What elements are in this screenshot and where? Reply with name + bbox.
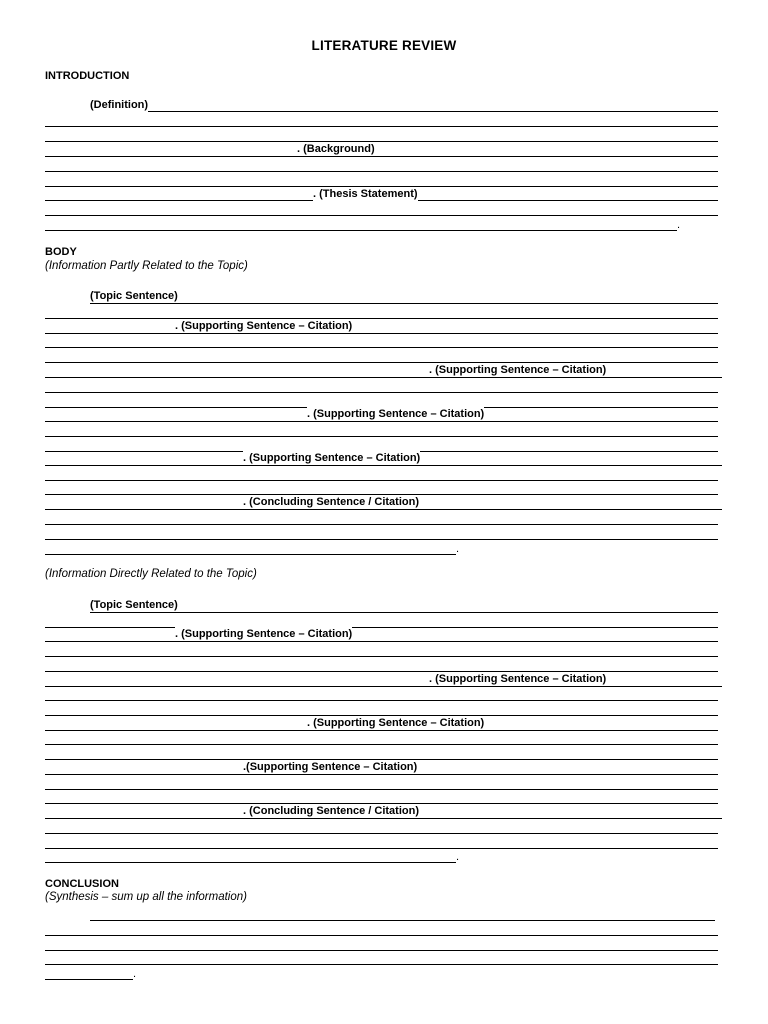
answer-line[interactable]: [45, 347, 718, 348]
answer-line[interactable]: [45, 480, 718, 481]
supporting-sentence-label: . (Supporting Sentence – Citation): [175, 320, 353, 332]
answer-line[interactable]: [45, 686, 722, 687]
answer-line[interactable]: [45, 789, 718, 790]
answer-line[interactable]: [45, 818, 722, 819]
answer-line[interactable]: [45, 730, 718, 731]
directly-related-note: (Information Directly Related to the Topic): [45, 568, 257, 580]
answer-line[interactable]: [45, 641, 718, 642]
period-mark: .: [456, 851, 460, 863]
answer-line[interactable]: [45, 126, 718, 127]
answer-line[interactable]: [45, 465, 722, 466]
answer-line[interactable]: [90, 303, 718, 304]
topic-sentence-label: (Topic Sentence): [90, 599, 178, 611]
concluding-sentence-label: . (Concluding Sentence / Citation): [243, 805, 419, 817]
answer-line[interactable]: [45, 362, 718, 363]
answer-line[interactable]: [45, 156, 718, 157]
answer-line[interactable]: [90, 111, 718, 112]
answer-line[interactable]: [45, 554, 456, 555]
answer-line[interactable]: [45, 964, 718, 965]
answer-line[interactable]: [45, 979, 133, 980]
answer-line[interactable]: [45, 833, 718, 834]
answer-line[interactable]: [45, 215, 718, 216]
answer-line[interactable]: [45, 848, 718, 849]
conclusion-heading: CONCLUSION: [45, 878, 119, 890]
answer-line[interactable]: [45, 141, 718, 142]
answer-line[interactable]: [45, 656, 718, 657]
answer-line[interactable]: [90, 920, 715, 921]
introduction-heading: INTRODUCTION: [45, 70, 130, 82]
definition-label: (Definition): [90, 99, 149, 111]
answer-line[interactable]: [45, 774, 718, 775]
answer-line[interactable]: [45, 421, 718, 422]
answer-line[interactable]: [45, 230, 677, 231]
answer-line[interactable]: [45, 627, 718, 628]
answer-line[interactable]: [45, 539, 718, 540]
answer-line[interactable]: [45, 377, 722, 378]
answer-line[interactable]: [45, 509, 722, 510]
page-title: LITERATURE REVIEW: [311, 38, 457, 53]
period-mark: .: [456, 543, 460, 555]
supporting-sentence-label: . (Supporting Sentence – Citation): [429, 673, 607, 685]
topic-sentence-label: (Topic Sentence): [90, 290, 178, 302]
answer-line[interactable]: [45, 171, 718, 172]
answer-line[interactable]: [45, 935, 718, 936]
answer-line[interactable]: [45, 524, 718, 525]
answer-line[interactable]: [45, 700, 718, 701]
synthesis-note: (Synthesis – sum up all the information): [45, 891, 247, 903]
answer-line[interactable]: [45, 333, 718, 334]
answer-line[interactable]: [45, 950, 718, 951]
supporting-sentence-label: . (Supporting Sentence – Citation): [243, 452, 421, 464]
body-heading: BODY: [45, 246, 77, 258]
supporting-sentence-label: . (Supporting Sentence – Citation): [429, 364, 607, 376]
background-label: . (Background): [297, 143, 375, 155]
answer-line[interactable]: [45, 392, 718, 393]
answer-line[interactable]: [45, 436, 718, 437]
answer-line[interactable]: [45, 862, 456, 863]
thesis-label: . (Thesis Statement): [313, 188, 418, 200]
period-mark: .: [133, 968, 137, 980]
partly-related-note: (Information Partly Related to the Topic): [45, 260, 248, 272]
answer-line[interactable]: [90, 612, 718, 613]
supporting-sentence-label: . (Supporting Sentence – Citation): [307, 408, 485, 420]
answer-line[interactable]: [45, 671, 718, 672]
supporting-sentence-label: . (Supporting Sentence – Citation): [307, 717, 485, 729]
answer-line[interactable]: [45, 744, 718, 745]
period-mark: .: [677, 219, 681, 231]
supporting-sentence-label: .(Supporting Sentence – Citation): [243, 761, 418, 773]
concluding-sentence-label: . (Concluding Sentence / Citation): [243, 496, 419, 508]
supporting-sentence-label: . (Supporting Sentence – Citation): [175, 628, 353, 640]
answer-line[interactable]: [45, 318, 718, 319]
